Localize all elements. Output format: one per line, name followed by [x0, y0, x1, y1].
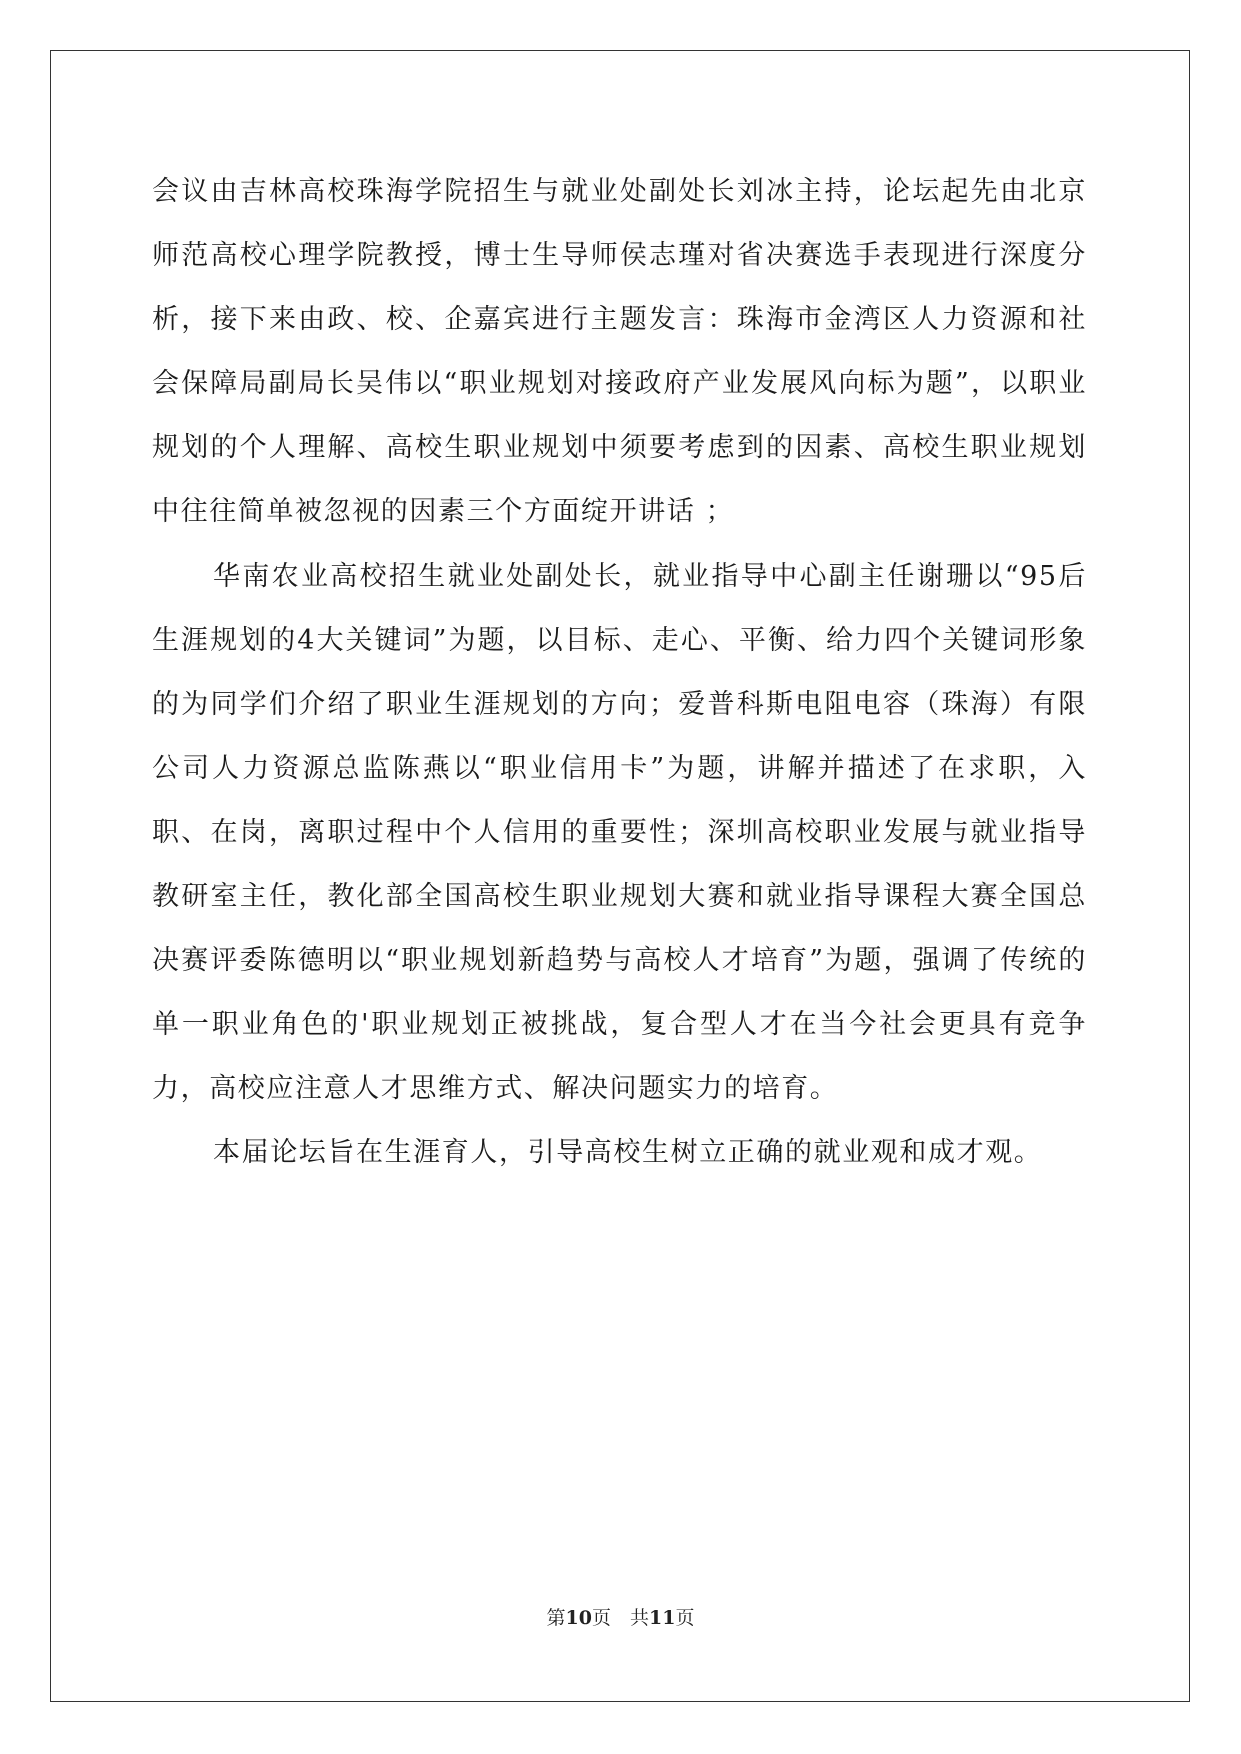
footer-suffix: 页: [675, 1607, 695, 1629]
paragraph-2: 华南农业高校招生就业处副处长，就业指导中心副主任谢珊以“95后生涯规划的4大关键词”为题，以目标、走心、平衡、给力四个关键词形象的为同学们介绍了职业生涯规划的方向；爱普科斯电阻电容（珠海）有限公司人力资源总监陈燕以“职业信用卡”为题，讲解并描述了在求职，入职、在岗，离职过程中个人信用的重要性；深圳高校职业发展与就业指导教研室主任，教化部全国高校生职业规划大赛和就业指导课程大赛全国总决赛评委陈德明以“职业规划新趋势与高校人才培育”为题，强调了传统的单一职业角色的'职业规划正被挑战，复合型人才在当今社会更具有竞争力，高校应注意人才思维方式、解决问题实力的培育。: [152, 560, 1087, 1105]
current-page-number: 10: [565, 1607, 592, 1629]
paragraph-3: 本届论坛旨在生涯育人，引导高校生树立正确的就业观和成才观。: [213, 1137, 1043, 1169]
page-footer: [0, 1603, 1241, 1630]
total-pages-number: 11: [649, 1607, 676, 1629]
footer-middle: 页 共: [591, 1607, 649, 1629]
document-body: [152, 160, 1087, 1186]
footer-prefix: 第: [546, 1607, 566, 1629]
paragraph-1: 会议由吉林高校珠海学院招生与就业处副处长刘冰主持，论坛起先由北京师范高校心理学院教授，博士生导师侯志瑾对省决赛选手表现进行深度分析，接下来由政、校、企嘉宾进行主题发言：珠海市金湾区人力资源和社会保障局副局长吴伟以“职业规划对接政府产业发展风向标为题”，以职业规划的个人理解、高校生职业规划中须要考虑到的因素、高校生职业规划中往往简单被忽视的因素三个方面绽开讲话 ；: [152, 176, 1087, 528]
